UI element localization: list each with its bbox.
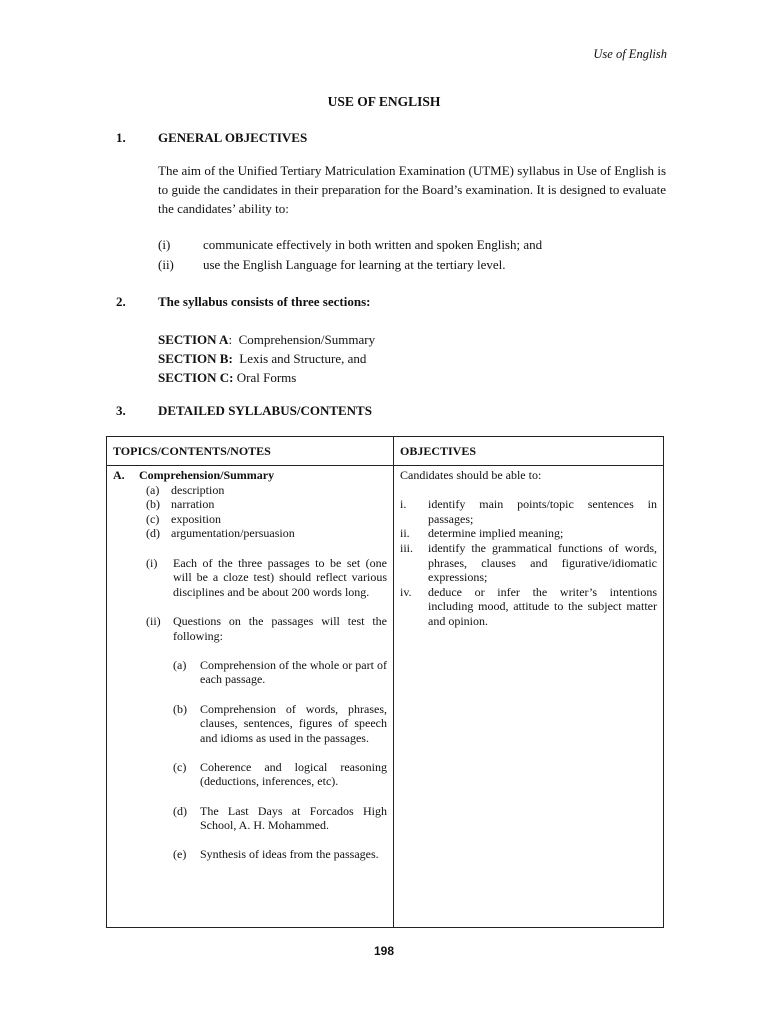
test-item [113, 760, 387, 789]
item-label: (b) [173, 701, 187, 716]
item-text: Synthesis of ideas from the passages. [200, 847, 379, 862]
item-label: (b) [146, 497, 160, 512]
list-item-text: use the English Language for learning at the tertiary level. [203, 257, 506, 272]
section-a-heading [113, 468, 387, 483]
section-label: SECTION B: [158, 351, 233, 366]
item-text: deduce or infer the writer’s intentions including mood, attitude to the subject matter and opinion. [428, 584, 657, 628]
item-label: (a) [146, 482, 160, 497]
note-item [113, 614, 387, 643]
topics-cell [107, 466, 394, 928]
item-label: (d) [146, 526, 160, 541]
passage-type-item [113, 526, 387, 541]
objectives-cell [394, 466, 664, 928]
item-label: (i) [146, 555, 158, 570]
list-item-label: (ii) [158, 257, 174, 272]
section-text: Lexis and Structure, and [232, 351, 367, 366]
item-text: determine implied meaning; [428, 526, 564, 541]
objective-list-item [158, 255, 678, 275]
section-3-number: 3. [116, 403, 126, 418]
item-label: (d) [173, 803, 187, 818]
item-text: identify main points/topic sentences in passages; [428, 497, 657, 526]
item-label: (a) [173, 657, 187, 672]
section-separator: : [228, 332, 233, 347]
objectives-intro: Candidates should be able to: [400, 468, 542, 482]
item-text: narration [171, 497, 215, 512]
objective-item [400, 497, 657, 526]
item-text: Comprehension of the whole or part of each passage. [200, 657, 387, 687]
objective-list-item [158, 235, 678, 255]
item-label: (c) [173, 759, 187, 774]
section-line-a [158, 330, 375, 349]
section-text: Oral Forms [233, 370, 297, 385]
item-text: exposition [171, 511, 221, 526]
column-header-objectives: OBJECTIVES [394, 437, 664, 466]
section-3-heading: DETAILED SYLLABUS/CONTENTS [158, 403, 372, 418]
section-text: Comprehension/Summary [232, 332, 376, 347]
item-text: Each of the three passages to be set (one will be a cloze test) should reflect various disciplines and be about 200 words long. [173, 555, 387, 599]
passage-type-item [113, 512, 387, 527]
item-label: (e) [173, 847, 187, 862]
item-text: argumentation/persuasion [171, 526, 295, 541]
objectives-paragraph: The aim of the Unified Tertiary Matriculation Examination (UTME) syllabus in Use of English is to guide the candidates in their preparation for the Board’s examination. It is designed to evaluate the candidates’ ability to: [158, 163, 666, 216]
passage-type-item [113, 497, 387, 512]
list-item-text: communicate effectively in both written and spoken English; and [203, 237, 543, 252]
running-header: Use of English [593, 47, 667, 61]
test-item [113, 658, 387, 687]
section-a-label: A. [113, 468, 125, 482]
passage-type-item [113, 483, 387, 498]
item-text: Coherence and logical reasoning (deductions, inferences, etc). [200, 759, 387, 789]
note-item [113, 556, 387, 600]
section-line-b [158, 349, 366, 368]
page-number: 198 [373, 944, 395, 958]
objective-item [400, 585, 657, 629]
item-text: Questions on the passages will test the following: [173, 613, 387, 643]
syllabus-table [106, 436, 664, 928]
objective-item [400, 526, 657, 541]
section-line-c [158, 368, 296, 387]
section-2-number: 2. [116, 294, 126, 309]
section-label: SECTION A [158, 332, 229, 347]
objective-item [400, 541, 657, 585]
item-text: identify the grammatical functions of words, phrases, clauses and figurative/idiomatic expressions; [428, 540, 657, 585]
item-text: Comprehension of words, phrases, clauses, sentences, figures of speech and idioms as used in the passages. [200, 701, 387, 745]
item-text: description [171, 482, 225, 497]
test-item [113, 702, 387, 746]
item-text: The Last Days at Forcados High School, A. H. Mohammed. [200, 803, 387, 833]
item-label: iii. [400, 540, 414, 555]
section-1-number: 1. [116, 130, 126, 145]
test-item [113, 847, 387, 862]
section-a-title: Comprehension/Summary [139, 468, 275, 482]
item-label: (ii) [146, 613, 161, 628]
test-item [113, 804, 387, 833]
item-label: ii. [400, 526, 410, 541]
section-2-heading: The syllabus consists of three sections: [158, 294, 371, 309]
section-label: SECTION C: [158, 370, 234, 385]
list-item-label: (i) [158, 237, 171, 252]
item-label: iv. [400, 584, 412, 599]
item-label: i. [400, 497, 407, 512]
page-title: USE OF ENGLISH [327, 94, 441, 109]
section-1-heading: GENERAL OBJECTIVES [158, 130, 308, 145]
item-label: (c) [146, 511, 160, 526]
column-header-topics: TOPICS/CONTENTS/NOTES [107, 437, 394, 466]
